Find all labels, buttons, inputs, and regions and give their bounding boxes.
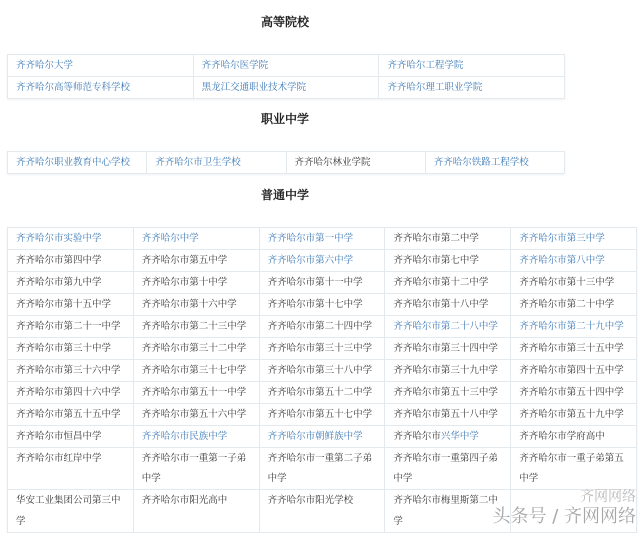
school-name: 齐齐哈尔市恒昌中学: [16, 431, 102, 442]
school-name: 齐齐哈尔市第三十六中学: [16, 365, 121, 376]
school-name[interactable]: 黑龙江交通职业技术学院: [201, 82, 307, 93]
school-name: 齐齐哈尔市第二十一中学: [16, 321, 121, 332]
table-row: [8, 55, 565, 77]
school-name: 齐齐哈尔市第五十九中学: [519, 409, 624, 420]
school-name: 齐齐哈尔市第十中学: [141, 277, 228, 288]
school-name: 齐齐哈尔市第四十五中学: [519, 365, 624, 376]
vocational-school-table: [7, 151, 565, 174]
school-name[interactable]: 齐齐哈尔市卫生学校: [155, 157, 241, 168]
school-name: 齐齐哈尔市第五十二中学: [267, 387, 373, 398]
school-name: 齐齐哈尔市第五十四中学: [519, 387, 624, 398]
school-name: 齐齐哈尔市第五十八中学: [393, 409, 498, 420]
school-name: 齐齐哈尔市第十一中学: [267, 277, 363, 288]
school-link[interactable]: [379, 55, 565, 77]
school-name: 齐齐哈尔市阳光高中: [141, 495, 228, 506]
school-name: 齐齐哈尔市一重第一子弟中学: [141, 453, 247, 484]
school-name: 齐齐哈尔市一重第二子弟中学: [267, 453, 373, 484]
school-link[interactable]: [8, 228, 134, 250]
watermark-text: 头条号 / 齐网网络: [492, 506, 636, 527]
school-cell: [286, 152, 425, 174]
school-name: 齐齐哈尔市第四十六中学: [16, 387, 121, 398]
watermark-logo-text: 齐网网络: [580, 489, 636, 505]
school-name: 齐齐哈尔市第五十一中学: [141, 387, 247, 398]
school-cell: [511, 360, 637, 382]
school-cell: [511, 382, 637, 404]
school-cell: [259, 490, 385, 533]
school-link[interactable]: [8, 152, 147, 174]
school-cell: [511, 426, 637, 448]
school-cell: [133, 272, 259, 294]
school-link[interactable]: [133, 426, 259, 448]
school-cell: [8, 294, 134, 316]
school-cell: [385, 404, 511, 426]
school-cell: [259, 316, 385, 338]
school-cell: [133, 448, 259, 490]
school-link[interactable]: [8, 55, 194, 77]
school-cell: [511, 338, 637, 360]
school-cell: [8, 338, 134, 360]
school-name: 齐齐哈尔市第三十八中学: [267, 365, 373, 376]
school-cell: [8, 382, 134, 404]
table-row: [8, 382, 637, 404]
school-name[interactable]: 齐齐哈尔工程学院: [387, 60, 464, 71]
table-row: [8, 404, 637, 426]
school-cell: [133, 382, 259, 404]
school-name: 齐齐哈尔市: [393, 431, 441, 442]
school-cell: [8, 426, 134, 448]
school-cell: [133, 250, 259, 272]
school-name[interactable]: 齐齐哈尔市实验中学: [16, 233, 102, 244]
school-name: 齐齐哈尔市梅里斯第二中学: [393, 495, 498, 527]
school-name: 齐齐哈尔市第五中学: [141, 255, 228, 266]
school-name[interactable]: 齐齐哈尔高等师范专科学校: [16, 82, 131, 93]
school-name: 齐齐哈尔市第十二中学: [393, 277, 489, 288]
school-cell: [259, 294, 385, 316]
school-name: 齐齐哈尔市第二十中学: [519, 299, 615, 310]
school-name: 齐齐哈尔市第二中学: [393, 233, 479, 244]
school-cell: [8, 250, 134, 272]
table-row: [8, 316, 637, 338]
school-cell: [385, 338, 511, 360]
section-title-higher: 高等院校: [260, 15, 309, 29]
school-cell: [259, 404, 385, 426]
school-name: 齐齐哈尔市第十三中学: [519, 277, 615, 288]
school-name[interactable]: 齐齐哈尔市第二十九中学: [519, 321, 624, 332]
school-name: 齐齐哈尔市第五十三中学: [393, 387, 498, 398]
school-name[interactable]: 齐齐哈尔中学: [141, 233, 199, 244]
school-link[interactable]: [385, 316, 511, 338]
school-cell: [133, 490, 259, 533]
school-cell: [8, 360, 134, 382]
school-name: 齐齐哈尔市第十八中学: [393, 299, 489, 310]
table-row: [8, 152, 565, 174]
school-cell: [385, 272, 511, 294]
school-link[interactable]: [511, 316, 637, 338]
school-name: 齐齐哈尔市第七中学: [393, 255, 479, 266]
school-link[interactable]: [511, 228, 637, 250]
school-link[interactable]: [147, 152, 286, 174]
higher-education-table: [7, 54, 565, 99]
school-cell: [511, 404, 637, 426]
school-name: 齐齐哈尔市第四中学: [16, 255, 102, 266]
school-name: 齐齐哈尔市第三十中学: [16, 343, 112, 354]
school-name: 齐齐哈尔市第三十九中学: [393, 365, 498, 376]
school-name[interactable]: 齐齐哈尔铁路工程学校: [433, 157, 529, 168]
school-cell: [385, 360, 511, 382]
school-name: 齐齐哈尔市一重第四子弟中学: [393, 453, 498, 484]
school-name[interactable]: 齐齐哈尔市第八中学: [519, 255, 605, 266]
school-cell: [8, 448, 134, 490]
school-link[interactable]: [8, 77, 194, 99]
table-row: [8, 250, 637, 272]
table-row: [8, 448, 637, 490]
school-cell: [385, 448, 511, 490]
school-name: 齐齐哈尔市第二十三中学: [141, 321, 247, 332]
school-name[interactable]: 齐齐哈尔市第二十八中学: [393, 321, 498, 332]
school-name[interactable]: 齐齐哈尔市民族中学: [141, 431, 228, 442]
school-cell: [259, 338, 385, 360]
school-cell: [8, 490, 134, 533]
school-name: 齐齐哈尔市第五十六中学: [141, 409, 247, 420]
school-name: 齐齐哈尔市第二十四中学: [267, 321, 373, 332]
school-link[interactable]: [259, 426, 385, 448]
school-cell: [259, 360, 385, 382]
school-link[interactable]: [259, 250, 385, 272]
school-name[interactable]: 齐齐哈尔大学: [16, 60, 74, 71]
school-name: 齐齐哈尔林业学院: [294, 157, 371, 168]
school-cell: [511, 272, 637, 294]
school-link[interactable]: [193, 77, 379, 99]
school-cell: [385, 250, 511, 272]
table-row: [8, 360, 637, 382]
school-name: 齐齐哈尔市第三十七中学: [141, 365, 247, 376]
school-link[interactable]: 兴华中学: [440, 431, 479, 442]
school-cell: [259, 272, 385, 294]
school-name: 华安工业集团公司第三中学: [16, 495, 121, 527]
school-cell: [133, 404, 259, 426]
school-cell: [8, 316, 134, 338]
school-link[interactable]: [379, 77, 565, 99]
school-name: 齐齐哈尔市阳光学校: [267, 495, 354, 506]
school-name: 齐齐哈尔市第三十三中学: [267, 343, 373, 354]
school-cell: [8, 404, 134, 426]
school-name[interactable]: 齐齐哈尔医学院: [201, 60, 269, 71]
school-cell: [385, 294, 511, 316]
school-cell: [8, 272, 134, 294]
school-name: 齐齐哈尔市第十六中学: [141, 299, 237, 310]
school-cell: [259, 448, 385, 490]
table-row: [8, 77, 565, 99]
school-name[interactable]: 齐齐哈尔市第一中学: [267, 233, 354, 244]
table-row: [8, 338, 637, 360]
school-name: 齐齐哈尔市第五十五中学: [16, 409, 121, 420]
school-cell: [385, 426, 511, 448]
school-name: 齐齐哈尔市第三十二中学: [141, 343, 247, 354]
school-name[interactable]: 齐齐哈尔理工职业学院: [387, 82, 483, 93]
table-row: [8, 426, 637, 448]
table-row: [8, 228, 637, 250]
school-name[interactable]: 齐齐哈尔市第六中学: [267, 255, 354, 266]
table-row: [8, 294, 637, 316]
school-cell: [511, 448, 637, 490]
school-name: 齐齐哈尔市一重子弟第五中学: [519, 453, 624, 484]
school-name[interactable]: 齐齐哈尔市第三中学: [519, 233, 605, 244]
school-link[interactable]: [511, 250, 637, 272]
table-row: [8, 272, 637, 294]
section-title-middle: 普通中学: [260, 188, 309, 202]
watermark: [492, 487, 636, 527]
school-name: 齐齐哈尔市红岸中学: [16, 453, 102, 464]
school-link[interactable]: [133, 228, 259, 250]
school-cell: [385, 382, 511, 404]
school-cell: [133, 360, 259, 382]
school-name: 齐齐哈尔市第十五中学: [16, 299, 112, 310]
school-name[interactable]: 齐齐哈尔职业教育中心学校: [16, 157, 131, 168]
school-cell: [385, 228, 511, 250]
school-name: 齐齐哈尔市第九中学: [16, 277, 102, 288]
school-name: 齐齐哈尔市第三十五中学: [519, 343, 624, 354]
school-cell: [133, 294, 259, 316]
school-cell: [259, 382, 385, 404]
section-title-vocational: 职业中学: [260, 112, 309, 126]
school-name[interactable]: 齐齐哈尔市朝鲜族中学: [267, 431, 363, 442]
school-name: 齐齐哈尔市第三十四中学: [393, 343, 498, 354]
school-cell: [133, 316, 259, 338]
school-link[interactable]: [193, 55, 379, 77]
school-cell: [511, 294, 637, 316]
school-name: 齐齐哈尔市第五十七中学: [267, 409, 373, 420]
school-link[interactable]: [259, 228, 385, 250]
school-cell: [133, 338, 259, 360]
school-name: 齐齐哈尔市学府高中: [519, 431, 605, 442]
school-name: 齐齐哈尔市第十七中学: [267, 299, 363, 310]
school-link[interactable]: [425, 152, 564, 174]
